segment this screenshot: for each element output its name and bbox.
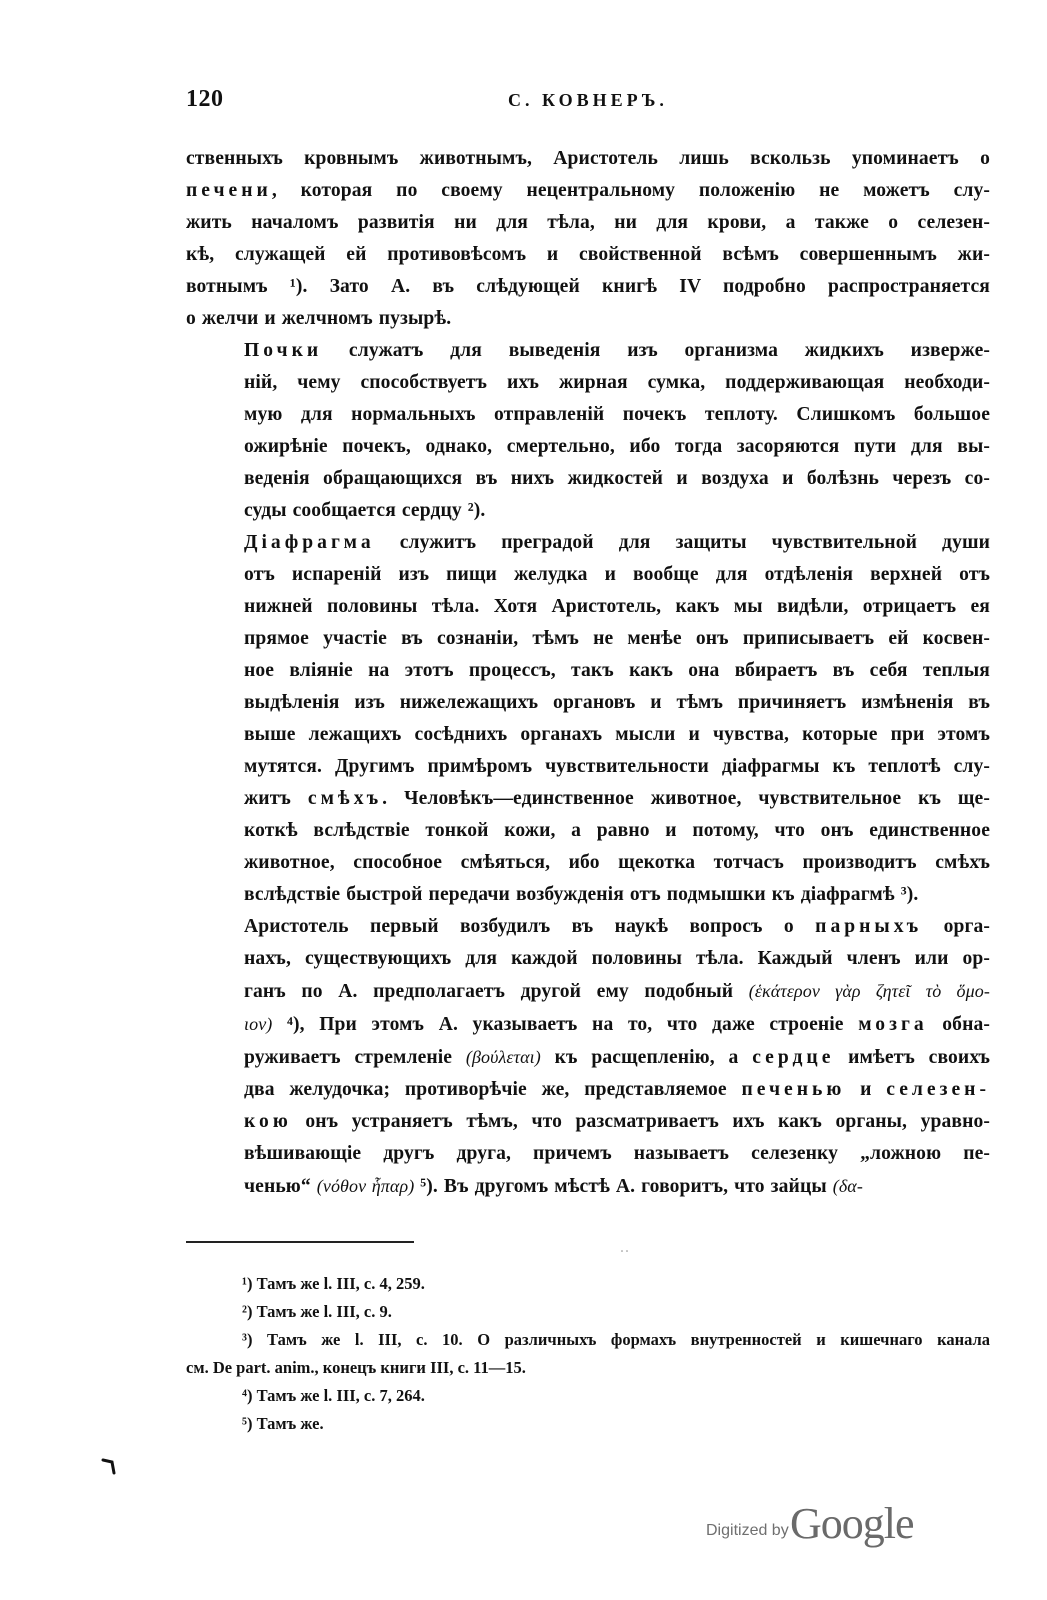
footnote-3-continued: см. De part. anim., конецъ книги III, c. 11—15.: [186, 1358, 526, 1377]
paragraph: [186, 527, 990, 911]
emphasis-term: печени: [186, 180, 272, 201]
text-line: ожирѣніе почекъ, однако, смертельно, ибо тогда засоряются пути для вы-: [244, 436, 990, 457]
text-line: выше лежащихъ сосѣднихъ органахъ мысли и чувства, которые при этомъ: [244, 724, 990, 745]
text-line: вслѣдствіе быстрой передачи возбужденія отъ подмышки къ діафрагмѣ ³).: [244, 884, 919, 905]
margin-mark-icon: [100, 1456, 122, 1478]
greek-text: (ἑκάτερον γὰρ ζητεῖ τὸ ὅμο-: [748, 981, 990, 1001]
text-line: жить началомъ развитія ни для тѣла, ни для крови, а также о селезен-: [186, 212, 990, 233]
footnote-5: ⁵) Тамъ же.: [242, 1414, 324, 1433]
emphasis-term: Почки: [244, 340, 323, 361]
emphasis-term: Діафрагма: [244, 532, 375, 553]
page-header: [186, 86, 990, 120]
emphasis-term: печенью: [741, 1079, 846, 1100]
greek-text: (βούλεται): [465, 1047, 541, 1067]
text-line: ченью“ (νόθον ἧπαρ) ⁵). Въ другомъ мѣстѣ А. говоритъ, что зайцы (δα-: [244, 1176, 863, 1197]
running-head: С. КОВНЕРЪ.: [508, 90, 668, 110]
text-line: животное, способное смѣяться, ибо щекотка тотчасъ производитъ смѣхъ: [244, 852, 990, 873]
text-line: нахъ, существующихъ для каждой половины тѣла. Каждый членъ или ор-: [244, 948, 990, 969]
text-line: ιον) ⁴), При этомъ А. указываетъ на то, что даже строеніе мозга обна-: [244, 1014, 990, 1035]
text-line: кою онъ устраняетъ тѣмъ, что разсматриваетъ ихъ какъ органы, уравно-: [244, 1111, 990, 1132]
text-line: выдѣленія изъ нижележащихъ органовъ и тѣмъ причиняетъ измѣненія въ: [244, 692, 990, 713]
text-line: Діафрагма служитъ преградой для защиты чувствительной души: [244, 532, 990, 553]
text-line: веденія обращающихся въ нихъ жидкостей и воздуха и болѣзнь черезъ со-: [244, 468, 990, 489]
text-line: житъ смѣхъ. Человѣкъ—единственное животное, чувствительное къ ще-: [244, 788, 990, 809]
google-watermark: [706, 1499, 936, 1552]
text-line: кѣ, служащей ей противовѣсомъ и свойственной всѣмъ совершеннымъ жи-: [186, 244, 990, 265]
text-line: прямое участіе въ сознаніи, тѣмъ не менѣе онъ приписываетъ ей косвен-: [244, 628, 990, 649]
greek-text: ιον): [244, 1014, 273, 1034]
text-line: о желчи и желчномъ пузырѣ.: [186, 308, 452, 329]
text-line: суды сообщается сердцу ²).: [244, 500, 486, 521]
text-line: вотнымъ ¹). Зато А. въ слѣдующей книгѣ IV подробно распространяется: [186, 276, 990, 297]
text-line: ное вліяніе на этотъ процессъ, такъ какъ она вбираетъ въ себя теплыя: [244, 660, 990, 681]
page-number: 120: [186, 86, 224, 112]
emphasis-term: смѣхъ: [307, 788, 383, 809]
text-line: вѣшивающіе другъ друга, причемъ называетъ селезенку „ложною пе-: [244, 1143, 990, 1164]
emphasis-term: кою: [244, 1111, 292, 1132]
text-line: нижней половины тѣла. Хотя Аристотель, какъ мы видѣли, отрицаетъ ея: [244, 596, 990, 617]
paragraph: [186, 335, 990, 527]
emphasis-term: мозга: [858, 1014, 928, 1035]
greek-text: (δα-: [832, 1176, 863, 1196]
print-speck: [620, 1240, 630, 1244]
paragraph: [186, 911, 990, 1203]
text-line: ственныхъ кровнымъ животнымъ, Аристотель лишь вскользь упоминаетъ о: [186, 148, 990, 169]
text-line: два желудочка; противорѣчіе же, представляемое печенью и селезен-: [244, 1079, 990, 1100]
text-line: Аристотель первый возбудилъ въ наукѣ вопросъ о парныхъ орга-: [244, 916, 990, 937]
body-text: [186, 143, 990, 1203]
google-logo: Google: [790, 1499, 914, 1548]
text-line: ганъ по А. предполагаетъ другой ему подобный (ἑκάτερον γὰρ ζητεῖ τὸ ὅμο-: [244, 981, 990, 1002]
text-line: Почки служатъ для выведенія изъ организма жидкихъ изверже-: [244, 340, 990, 361]
footnotes: [186, 1270, 990, 1438]
text-line: мую для нормальныхъ отправленій почекъ теплоту. Слишкомъ большое: [244, 404, 990, 425]
text-line: ній, чему способствуетъ ихъ жирная сумка, поддерживающая необходи-: [244, 372, 990, 393]
emphasis-term: сердце: [752, 1047, 835, 1068]
text-line: коткѣ вслѣдствіе тонкой кожи, а равно и потому, что онъ единственное: [244, 820, 990, 841]
greek-text: (νόθον ἧπαρ): [316, 1176, 415, 1196]
paragraph: [186, 143, 990, 335]
footnote-rule: [186, 1241, 414, 1243]
digitized-by-label: Digitized by: [706, 1522, 789, 1539]
emphasis-term: селезен-: [886, 1079, 990, 1100]
text-line: печени, которая по своему нецентральному положенію не можетъ слу-: [186, 180, 990, 201]
footnote-4: ⁴) Тамъ же l. III, c. 7, 264.: [242, 1386, 425, 1405]
text-line: руживаетъ стремленіе (βούλεται) къ расщепленію, а сердце имѣетъ своихъ: [244, 1047, 990, 1068]
emphasis-term: парныхъ: [815, 916, 923, 937]
text-line: мутятся. Другимъ примѣромъ чувствительности діафрагмы къ теплотѣ слу-: [244, 756, 990, 777]
footnote-1: ¹) Тамъ же l. III, c. 4, 259.: [242, 1274, 425, 1293]
text-line: отъ испареній изъ пищи желудка и вообще для отдѣленія верхней отъ: [244, 564, 990, 585]
footnote-2: ²) Тамъ же l. III, c. 9.: [242, 1302, 392, 1321]
footnote-3: ³) Тамъ же l. III, c. 10. О различныхъ формахъ внутренностей и кишечнаго канала: [242, 1330, 990, 1349]
